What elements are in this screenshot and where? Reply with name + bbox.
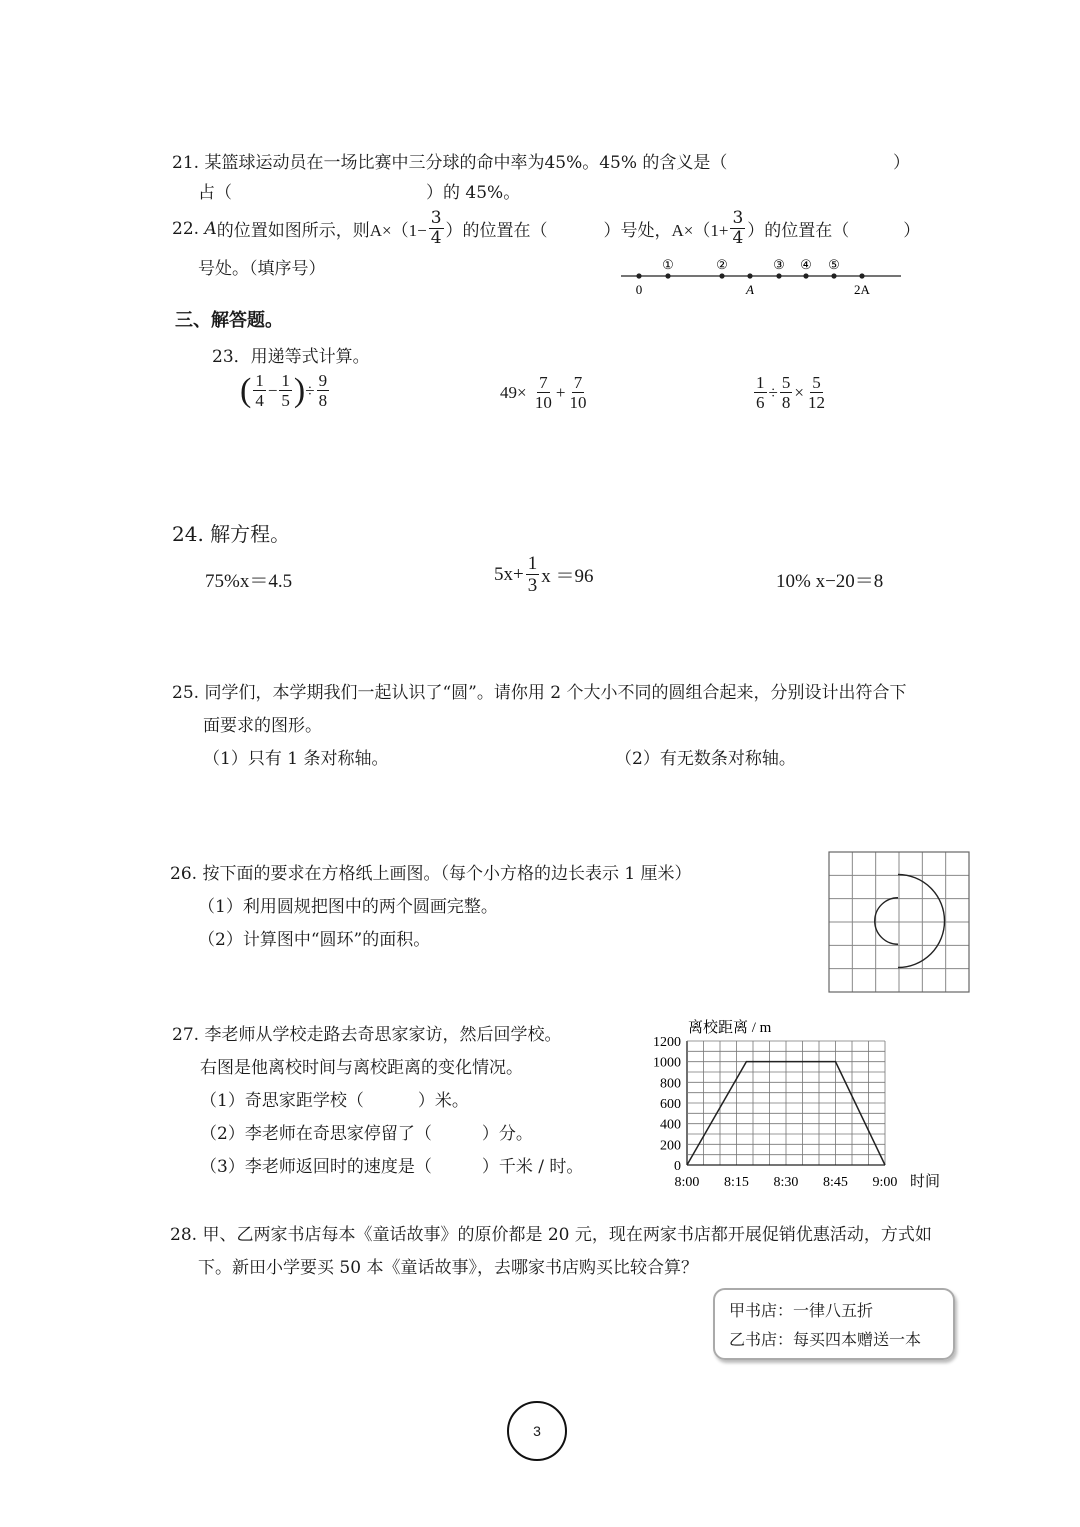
y-tick-label: 200 bbox=[660, 1138, 681, 1154]
q24-title: 24. 解方程。 bbox=[172, 522, 291, 546]
q28-line1: 28. 甲、乙两家书店每本《童话故事》的原价都是 20 元，现在两家书店都开展促销优惠活动，方式如 bbox=[170, 1225, 932, 1245]
q27-line2: 右图是他离校时间与离校距离的变化情况。 bbox=[200, 1058, 523, 1078]
x-tick-label: 8:00 bbox=[674, 1175, 700, 1190]
q24-eq-2: 5x+ $\frac{1}{3}$ x ＝96 bbox=[494, 553, 594, 596]
y-tick-label: 1200 bbox=[653, 1035, 681, 1050]
page-number: 3 bbox=[507, 1401, 567, 1461]
x-tick-label: 9:00 bbox=[872, 1175, 898, 1190]
q22-fraction-2: $\frac{3}{4}$ bbox=[732, 208, 744, 248]
mark-1: ① bbox=[662, 257, 674, 272]
label-0: 0 bbox=[635, 282, 643, 297]
x-tick-label: 8:45 bbox=[823, 1175, 848, 1190]
label-A: A bbox=[746, 282, 754, 297]
y-tick-label: 0 bbox=[674, 1159, 681, 1174]
q23-expr-3: $\frac{1}{6}$ ÷ $\frac{5}{8}$ × $\frac{5}{12}$ bbox=[756, 373, 825, 412]
q21-line2-start: 占（ bbox=[198, 183, 232, 203]
q28-line2: 下。新田小学要买 50 本《童话故事》，去哪家书店购买比较合算？ bbox=[198, 1258, 698, 1278]
mark-2: ② bbox=[716, 257, 728, 272]
q24-eq-3: 10% x−20＝8 bbox=[776, 571, 884, 592]
q26-line1: 26. 按下面的要求在方格纸上画图。（每个小方格的边长表示 1 厘米） bbox=[170, 864, 692, 884]
y-tick-label: 1000 bbox=[653, 1055, 681, 1071]
y-tick-label: 600 bbox=[660, 1097, 681, 1112]
q21-line1-close: ） bbox=[893, 153, 910, 173]
mark-3: ③ bbox=[773, 257, 785, 272]
label-2A: 2A bbox=[854, 282, 870, 297]
promo-box bbox=[713, 1288, 955, 1360]
x-axis-label: 时间 bbox=[910, 1174, 941, 1190]
q21-line2-end: ）的 45%。 bbox=[426, 183, 521, 203]
q27-part1: （1）奇思家距学校（ ）米。 bbox=[200, 1091, 469, 1111]
x-tick-label: 8:15 bbox=[724, 1175, 749, 1190]
q25-part2: （2）有无数条对称轴。 bbox=[615, 749, 796, 769]
y-axis-label: 离校距离 / m bbox=[688, 1020, 772, 1036]
q23-title: 23．用递等式计算。 bbox=[212, 347, 370, 367]
q27-line1: 27. 李老师从学校走路去奇思家家访，然后回学校。 bbox=[172, 1025, 562, 1045]
q26-part1: （1）利用圆规把图中的两个圆画完整。 bbox=[198, 897, 498, 917]
q23-expr-2: 49× $\frac{7}{10}$ + $\frac{7}{10}$ bbox=[500, 373, 587, 412]
grid-paper bbox=[828, 851, 970, 993]
q22-line1: 22. A 的位置如图所示，则 A×（1− $\frac{3}{4}$ ）的位置在（ ）号处， A×（1+ $\frac{3}{4}$ ）的位置在（ ） bbox=[172, 208, 921, 248]
inner-semicircle bbox=[875, 898, 898, 945]
q22-line2: 号处。（填序号） bbox=[198, 259, 326, 279]
outer-semicircle bbox=[898, 875, 945, 968]
q26-part2: （2）计算图中“圆环”的面积。 bbox=[198, 930, 431, 950]
q24-eq-1: 75%x＝4.5 bbox=[205, 571, 293, 592]
q25-part1: （1）只有 1 条对称轴。 bbox=[203, 749, 389, 769]
q22-fraction-1: $\frac{3}{4}$ bbox=[430, 208, 442, 248]
q27-part2: （2）李老师在奇思家停留了（ ）分。 bbox=[200, 1124, 533, 1144]
y-tick-label: 400 bbox=[660, 1117, 681, 1133]
promo-store-b: 乙书店：每买四本赠送一本 bbox=[729, 1330, 922, 1349]
distance-time-chart bbox=[640, 1015, 945, 1195]
q21-line1: 21. 某篮球运动员在一场比赛中三分球的命中率为45%。45% 的含义是（ bbox=[172, 153, 728, 173]
section-3-title: 三、解答题。 bbox=[175, 310, 283, 331]
y-tick-label: 800 bbox=[660, 1076, 681, 1092]
q25-line2: 面要求的图形。 bbox=[203, 716, 322, 736]
mark-4: ④ bbox=[800, 257, 812, 272]
x-tick-label: 8:30 bbox=[773, 1175, 799, 1190]
q25-line1: 25. 同学们，本学期我们一起认识了“圆”。请你用 2 个大小不同的圆组合起来，分别设计出符合下 bbox=[172, 683, 907, 703]
promo-store-a: 甲书店：一律八五折 bbox=[729, 1301, 874, 1320]
mark-5: ⑤ bbox=[828, 257, 840, 272]
q23-expr-1: ( $\frac{1}{4}$ − $\frac{1}{5}$ ) ÷ $\frac{9}{8}$ bbox=[240, 371, 328, 410]
number-line bbox=[615, 252, 910, 310]
q27-part3: （3）李老师返回时的速度是（ ）千米 / 时。 bbox=[200, 1157, 584, 1177]
